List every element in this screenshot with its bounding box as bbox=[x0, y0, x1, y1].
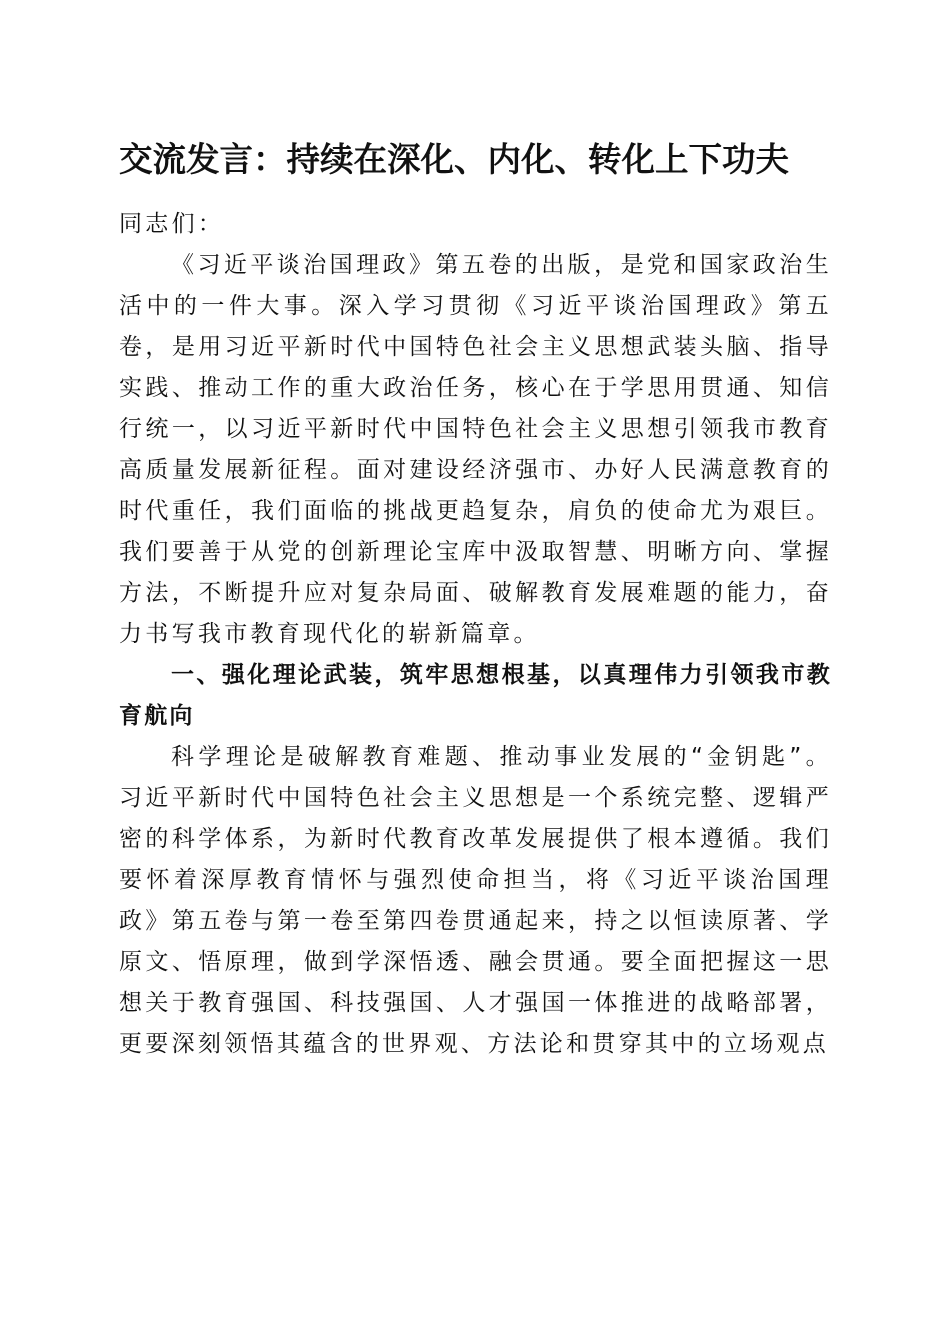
section-heading: 一、强化理论武装，筑牢思想根基，以真理伟力引领我市教育航向 bbox=[119, 662, 832, 729]
intro-paragraph: 《习近平谈治国理政》第五卷的出版，是党和国家政治生活中的一件大事。深入学习贯彻《习近平谈治国理政》第五卷，是用习近平新时代中国特色社会主义思想武装头脑、指导实践、推动工作的重大政治任务，核心在于学思用贯通、知信行统一，以习近平新时代中国特色社会主义思想引领我市教育高质量发展新征程。面对建设经济强市、办好人民满意教育的时代重任，我们面临的挑战更趋复杂，肩负的使命尤为艰巨。我们要善于从党的创新理论宝库中汲取智慧、明晰方向、掌握方法，不断提升应对复杂局面、破解教育发展难题的能力，奋力书写我市教育现代化的崭新篇章。 bbox=[119, 252, 832, 647]
document-title: 交流发言：持续在深化、内化、转化上下功夫 bbox=[119, 140, 789, 179]
section-paragraph: 科学理论是破解教育难题、推动事业发展的“金钥匙”。习近平新时代中国特色社会主义思想是一个系统完整、逻辑严密的科学体系，为新时代教育改革发展提供了根本遵循。我们要怀着深厚教育情怀与强烈使命担当，将《习近平谈治国理政》第五卷与第一卷至第四卷贯通起来，持之以恒读原著、学原文、悟原理，做到学深悟透、融会贯通。要全面把握这一思想关于教育强国、科技强国、人才强国一体推进的战略部署，更要深刻领悟其蕴含的世界观、方法论和贯穿其中的立场观点 bbox=[119, 744, 832, 1057]
salutation: 同志们： bbox=[119, 211, 225, 237]
document-body bbox=[119, 204, 832, 1065]
